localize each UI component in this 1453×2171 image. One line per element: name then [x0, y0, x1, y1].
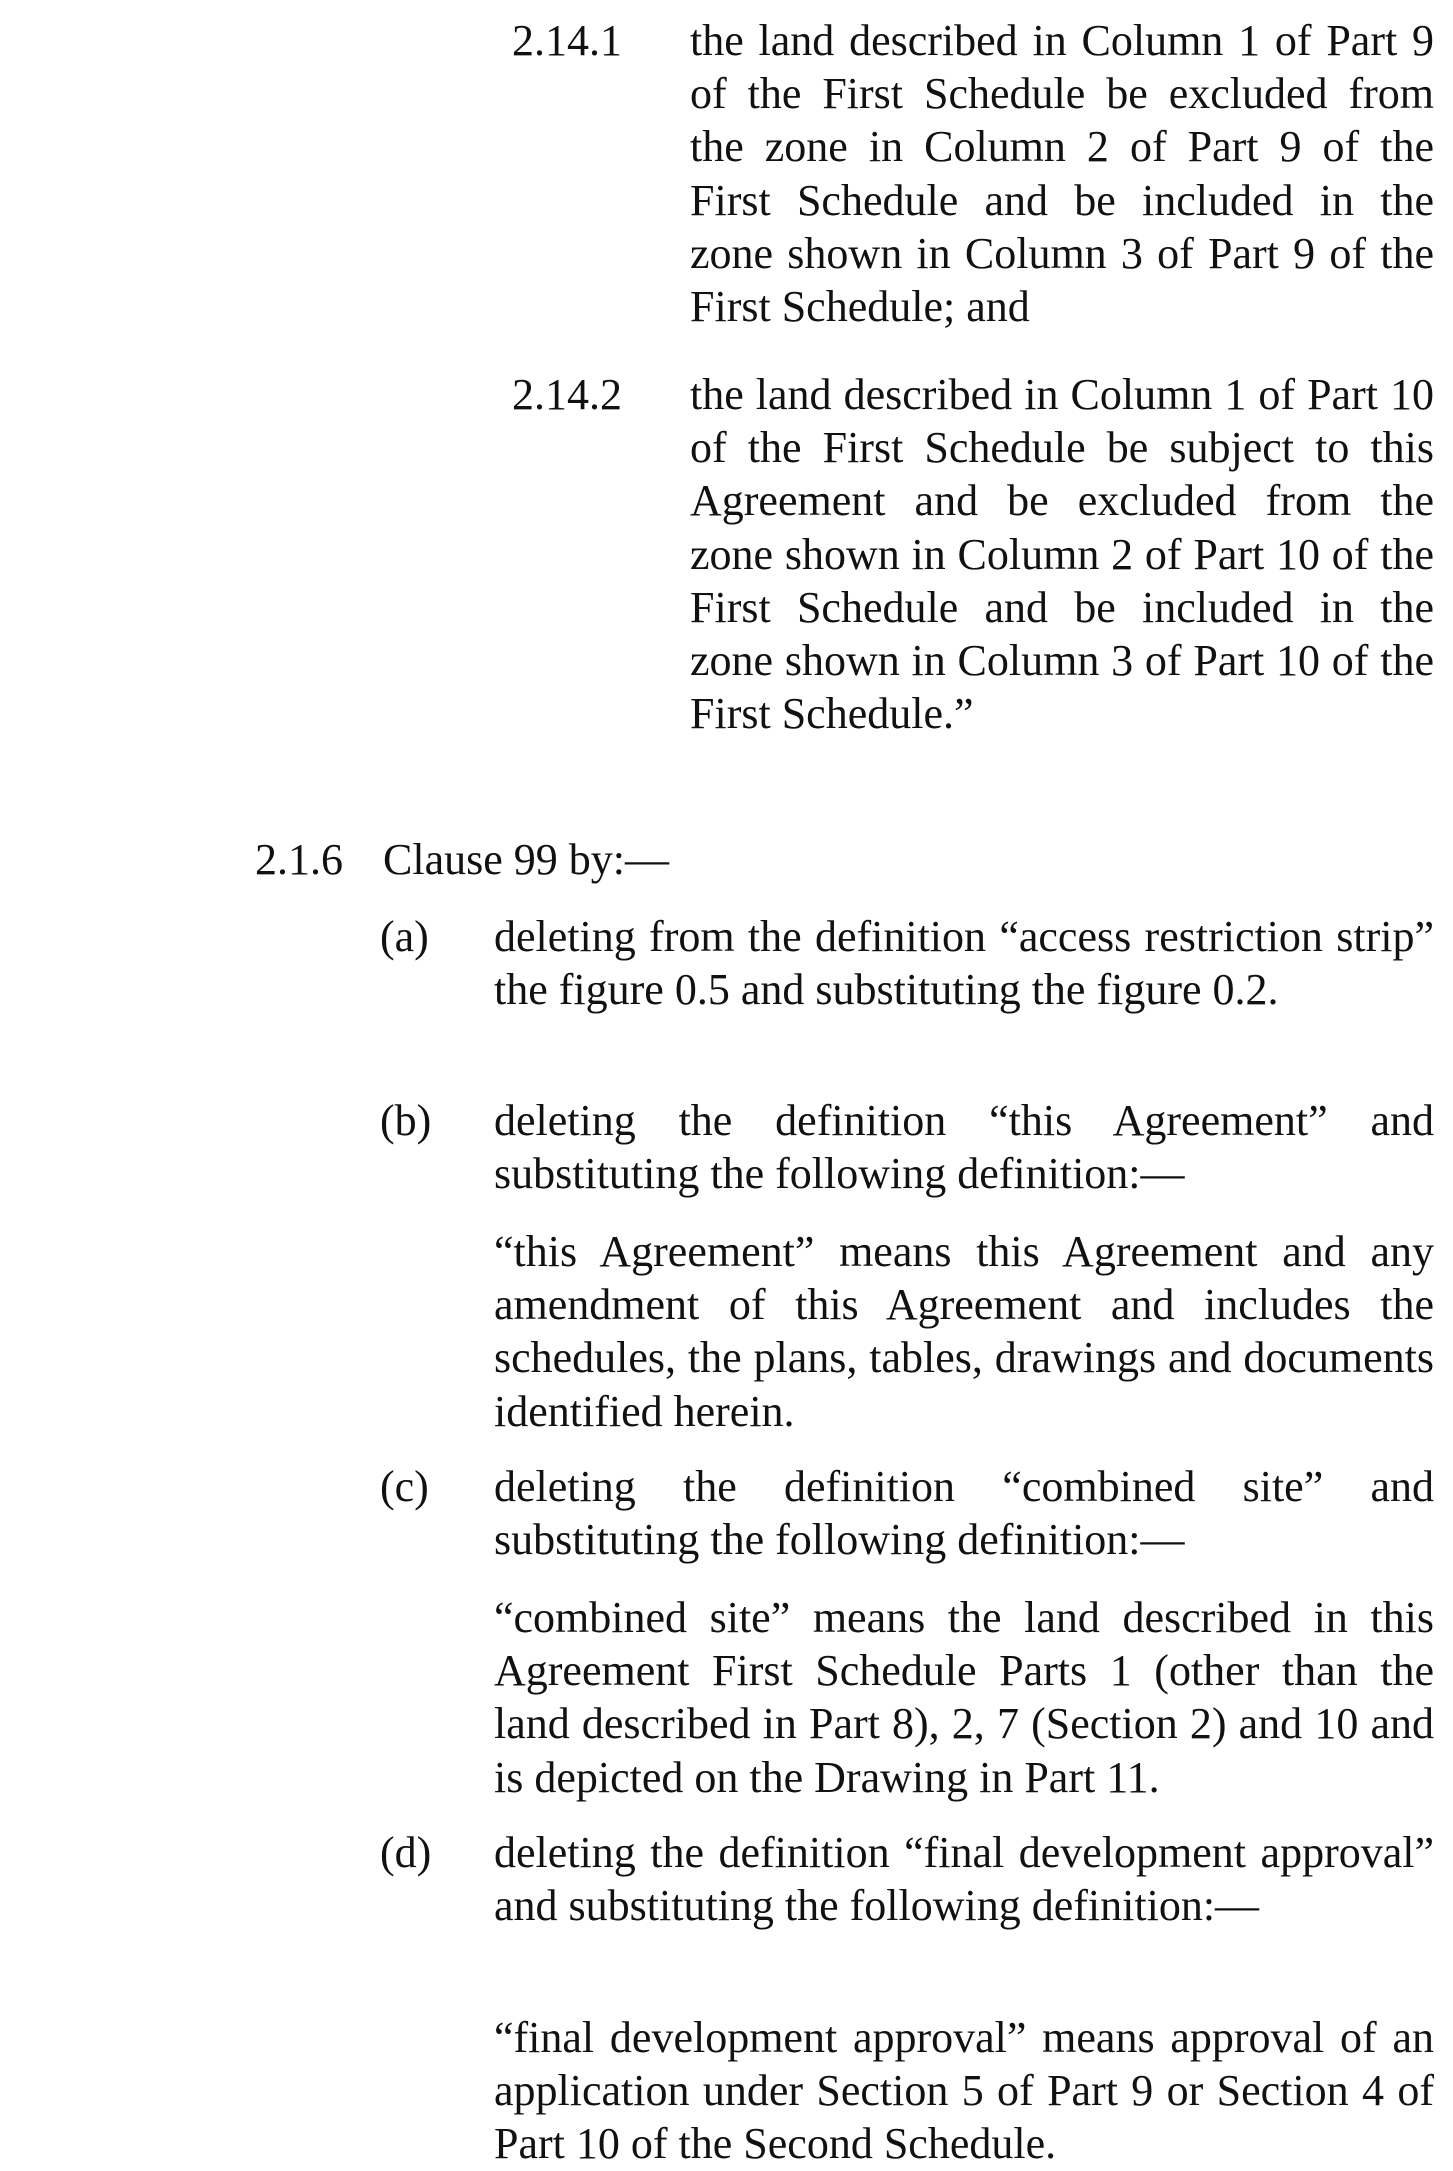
item-label-c: (c): [380, 1462, 429, 1511]
clause-number-2-1-6: 2.1.6: [255, 835, 343, 884]
subclause-text-2-14-2: the land described in Column 1 of Part 10 of the First Schedule be subject to this Agreement and be excluded from the zone shown in Column 2 of Part 10 of the First Schedule and be included in the zone shown in Column 3 of Part 10 of the First Schedule.”: [690, 370, 1434, 739]
item-text-a: deleting from the definition “access restriction strip” the figure 0.5 and substituting the figure 0.2.: [494, 912, 1434, 1015]
item-label-b: (b): [380, 1096, 432, 1145]
subclause-text-2-14-1: the land described in Column 1 of Part 9 of the First Schedule be excluded from the zone in Column 2 of Part 9 of the First Schedule and be included in the zone shown in Column 3 of Part 9 of the First Schedule; and: [690, 16, 1434, 332]
subclause-number-2-14-1: 2.14.1: [512, 16, 622, 65]
item-label-a: (a): [380, 912, 429, 961]
clause-heading-2-1-6: Clause 99 by:—: [383, 835, 669, 884]
item-text-b: deleting the definition “this Agreement” and substituting the following definition:—: [494, 1096, 1434, 1199]
subclause-number-2-14-2: 2.14.2: [512, 370, 622, 419]
item-text-d: deleting the definition “final development approval” and substituting the following definition:—: [494, 1828, 1434, 1931]
item-text-c: deleting the definition “combined site” and substituting the following definition:—: [494, 1462, 1434, 1565]
item-label-d: (d): [380, 1828, 432, 1877]
definition-combined-site: “combined site” means the land described in this Agreement First Schedule Parts 1 (other than the land described in Part 8), 2, 7 (Section 2) and 10 and is depicted on the Drawing in Part 11.: [494, 1593, 1434, 1802]
definition-this-agreement: “this Agreement” means this Agreement and any amendment of this Agreement and includes the schedules, the plans, tables, drawings and documents identified herein.: [494, 1227, 1434, 1436]
definition-final-development-approval: “final development approval” means approval of an application under Section 5 of Part 9 or Section 4 of Part 10 of the Second Schedule.: [494, 2013, 1434, 2169]
